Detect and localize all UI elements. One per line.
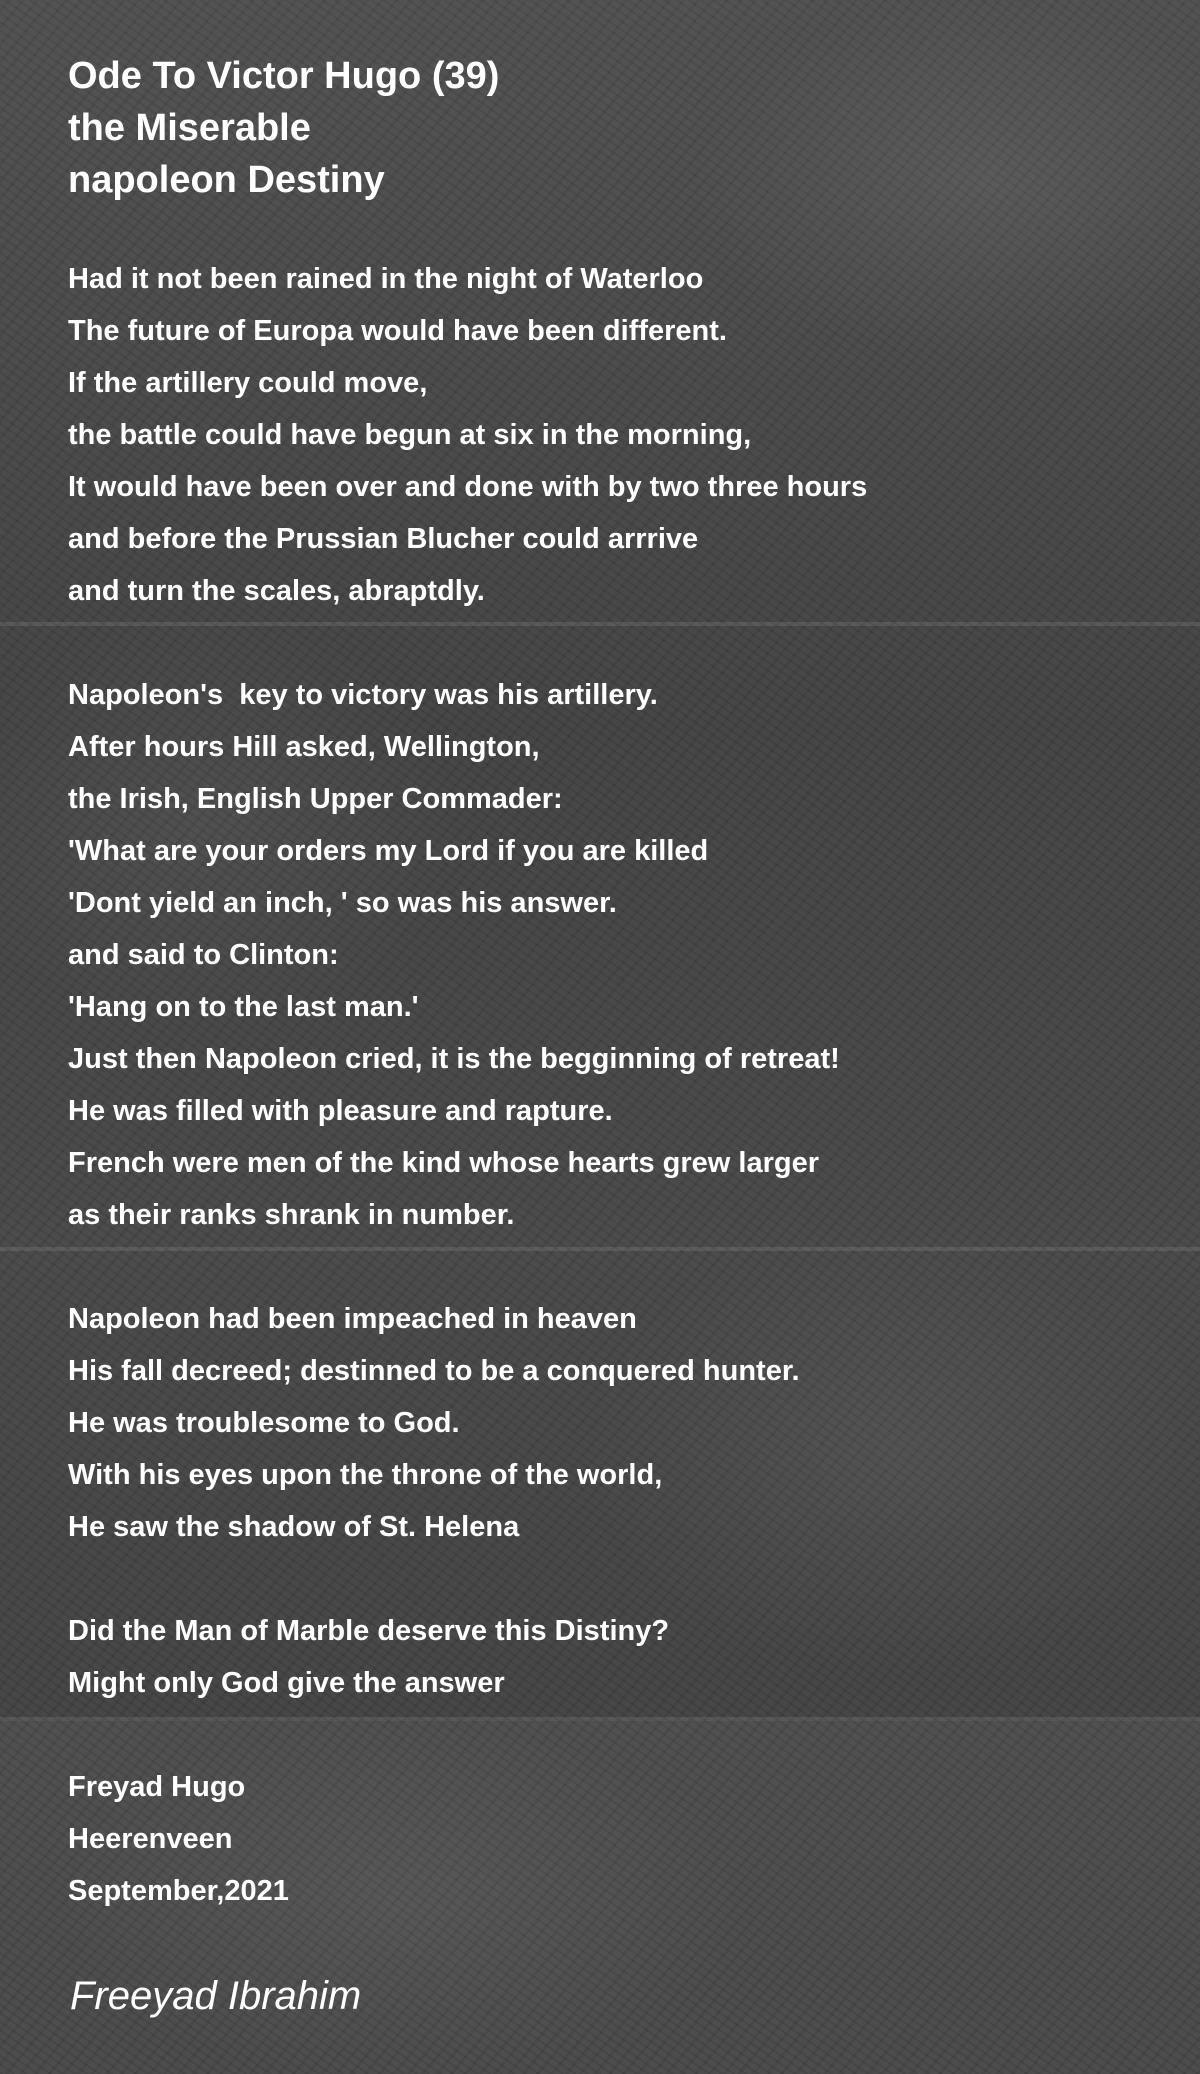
poem-line: and turn the scales, abraptdly. xyxy=(68,575,485,607)
poem-title xyxy=(68,50,499,206)
poem-line: After hours Hill asked, Wellington, xyxy=(68,731,540,763)
poem-line: Just then Napoleon cried, it is the begginning of retreat! xyxy=(68,1043,840,1075)
poem-line: Might only God give the answer xyxy=(68,1667,505,1699)
poem-body xyxy=(68,253,867,1917)
stanza-break xyxy=(68,1553,867,1605)
poem-line: If the artillery could move, xyxy=(68,367,428,399)
poem-line: He saw the shadow of St. Helena xyxy=(68,1511,520,1543)
poem-line: French were men of the kind whose hearts grew larger xyxy=(68,1147,819,1179)
poem-line: the Irish, English Upper Commader: xyxy=(68,783,563,815)
poem-line: Had it not been rained in the night of Waterloo xyxy=(68,263,704,295)
poem-line: the battle could have begun at six in the morning, xyxy=(68,419,752,451)
stanza-break xyxy=(68,617,867,669)
poem-line: The future of Europa would have been different. xyxy=(68,315,727,347)
poem-title-line: napoleon Destiny xyxy=(68,159,385,201)
poem-line: as their ranks shrank in number. xyxy=(68,1199,515,1231)
poem-line: 'Hang on to the last man.' xyxy=(68,991,419,1023)
poem-line: September,2021 xyxy=(68,1875,289,1907)
poem-line: Did the Man of Marble deserve this Distiny? xyxy=(68,1615,670,1647)
poem-author: Freeyad Ibrahim xyxy=(70,1974,362,2018)
poem-line: It would have been over and done with by two three hours xyxy=(68,471,868,503)
poem-line: and before the Prussian Blucher could arrrive xyxy=(68,523,699,555)
poem-title-line: the Miserable xyxy=(68,107,311,149)
poem-line: 'What are your orders my Lord if you are killed xyxy=(68,835,709,867)
stanza-break xyxy=(68,1709,867,1761)
poem-line: Heerenveen xyxy=(68,1823,233,1855)
stanza-break xyxy=(68,1241,867,1293)
poem-line: His fall decreed; destinned to be a conquered hunter. xyxy=(68,1355,800,1387)
poem-title-line: Ode To Victor Hugo (39) xyxy=(68,55,500,97)
poem-line: Napoleon's key to victory was his artillery. xyxy=(68,679,658,711)
poem-line: He was filled with pleasure and rapture. xyxy=(68,1095,613,1127)
poem-line: and said to Clinton: xyxy=(68,939,339,971)
poem-line: Freyad Hugo xyxy=(68,1771,246,1803)
poem-line: With his eyes upon the throne of the world, xyxy=(68,1459,663,1491)
poem-line: Napoleon had been impeached in heaven xyxy=(68,1303,637,1335)
poem-line: 'Dont yield an inch, ' so was his answer. xyxy=(68,887,617,919)
poem-line: He was troublesome to God. xyxy=(68,1407,460,1439)
